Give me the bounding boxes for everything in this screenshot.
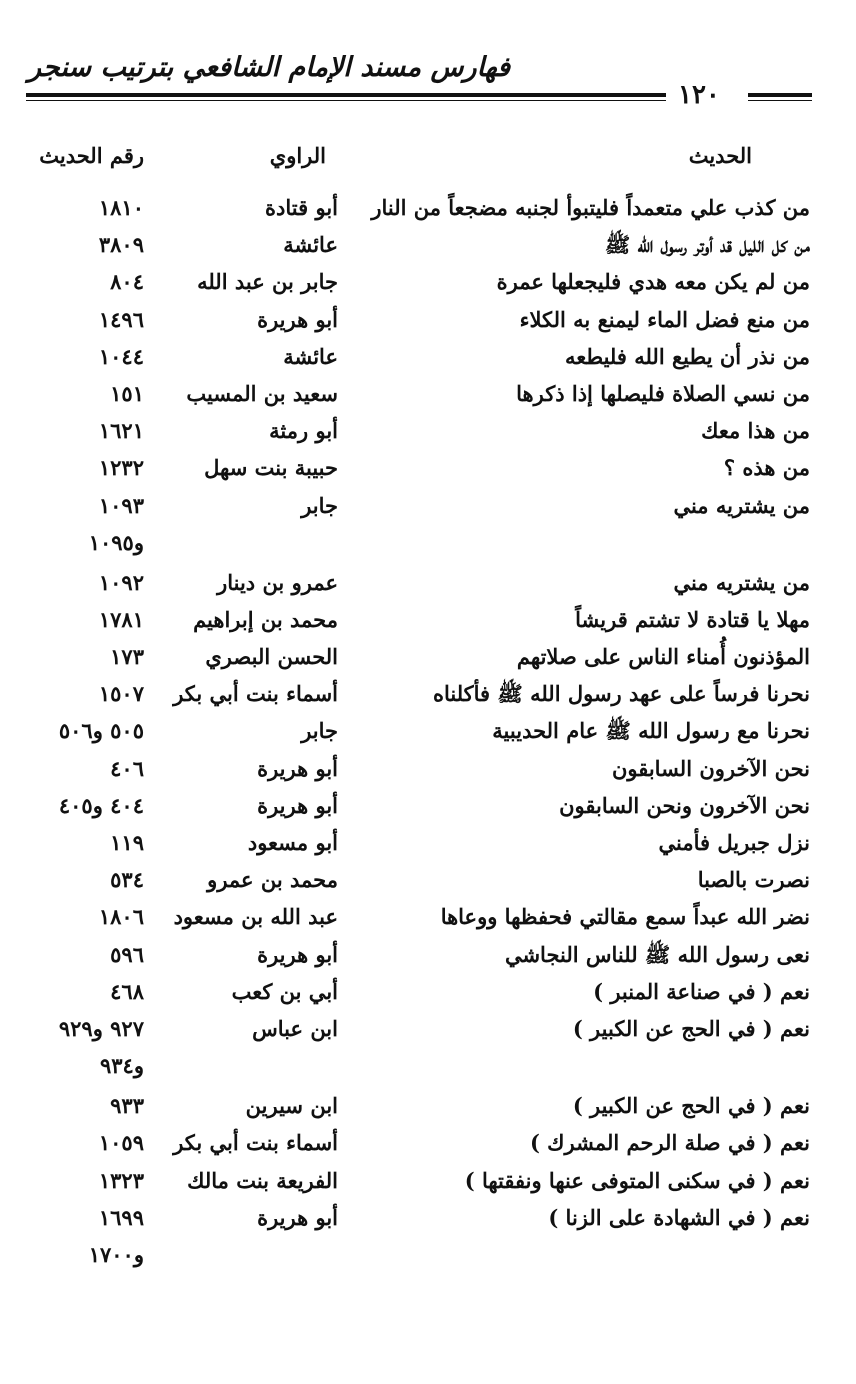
table-row bbox=[0, 904, 856, 941]
hadith-number: و١٧٠٠ bbox=[88, 1241, 144, 1267]
table-row bbox=[0, 493, 856, 530]
hadith-text: من منع فضل الماء ليمنع به الكلاء bbox=[519, 306, 810, 332]
narrator-name: جابر bbox=[301, 492, 338, 518]
hadith-number: ٥٠٥ و٥٠٦ bbox=[58, 718, 144, 744]
narrator-name: أبو هريرة bbox=[257, 755, 338, 781]
hadith-number: ٥٣٤ bbox=[110, 867, 144, 893]
narrator-name: محمد بن عمرو bbox=[207, 867, 338, 893]
hadith-number: ١٠٥٩ bbox=[98, 1130, 144, 1156]
table-row bbox=[0, 570, 856, 607]
narrator-name: عائشة bbox=[283, 232, 338, 258]
hadith-text: نحن الآخرون ونحن السابقون bbox=[559, 792, 810, 818]
narrator-name: عائشة bbox=[283, 343, 338, 369]
hadith-number: ١٠٩٣ bbox=[98, 492, 144, 518]
narrator-name: أسماء بنت أبي بكر bbox=[173, 681, 338, 707]
hadith-text: من نذر أن يطيع الله فليطعه bbox=[564, 343, 810, 369]
hadith-number: ١٧٣ bbox=[110, 644, 144, 670]
hadith-number: ٨٠٤ bbox=[110, 269, 144, 295]
hadith-text: المؤذنون أُمناء الناس على صلاتهم bbox=[516, 644, 810, 670]
column-header-number: رقم الحديث bbox=[39, 143, 144, 168]
narrator-name: عبد الله بن مسعود bbox=[173, 904, 338, 930]
table-row bbox=[0, 530, 856, 570]
hadith-number: ١٥١ bbox=[110, 380, 144, 406]
hadith-text: نزل جبريل فأمني bbox=[658, 830, 810, 855]
table-row bbox=[0, 1242, 856, 1282]
table-row bbox=[0, 232, 856, 269]
table-row bbox=[0, 381, 856, 418]
narrator-name: الفريعة بنت مالك bbox=[187, 1167, 338, 1193]
table-row bbox=[0, 718, 856, 755]
table-row bbox=[0, 756, 856, 793]
hadith-number: ١٠٩٢ bbox=[98, 569, 144, 595]
hadith-text: من يشتريه مني bbox=[673, 492, 810, 518]
running-header-title: فهارس مسند الإمام الشافعي بترتيب سنجر bbox=[28, 52, 511, 83]
narrator-name: أبو هريرة bbox=[257, 1204, 338, 1230]
table-row bbox=[0, 1130, 856, 1167]
hadith-number: ٤٠٦ bbox=[110, 755, 144, 781]
table-row bbox=[0, 307, 856, 344]
hadith-text: نصرت بالصبا bbox=[697, 867, 810, 893]
table-row bbox=[0, 1168, 856, 1205]
narrator-name: جابر بن عبد الله bbox=[197, 269, 338, 295]
hadith-number: ١٨٠٦ bbox=[98, 904, 144, 930]
header-rule bbox=[26, 93, 666, 97]
narrator-name: أبو رمثة bbox=[269, 418, 338, 444]
hadith-text: نحن الآخرون السابقون bbox=[611, 755, 810, 781]
narrator-name: أبو هريرة bbox=[257, 941, 338, 967]
narrator-name: عمرو بن دينار bbox=[217, 569, 338, 595]
narrator-name: ابن سيرين bbox=[245, 1093, 338, 1119]
hadith-number: ١١٩ bbox=[110, 830, 144, 855]
page-number: ١٢٠ bbox=[678, 80, 720, 110]
hadith-text: نحرنا فرساً على عهد رسول الله ﷺ فأكلناه bbox=[432, 681, 810, 707]
hadith-number: ٣٨٠٩ bbox=[98, 232, 144, 258]
hadith-text: نعم ( في الحج عن الكبير ) bbox=[572, 1093, 810, 1119]
table-row bbox=[0, 269, 856, 306]
hadith-text: من هذه ؟ bbox=[723, 455, 810, 481]
hadith-text: نضر الله عبداً سمع مقالتي فحفظها ووعاها bbox=[440, 904, 810, 930]
hadith-number: ١٣٢٣ bbox=[98, 1167, 144, 1193]
hadith-number: ٩٣٣ bbox=[110, 1093, 144, 1119]
table-row bbox=[0, 418, 856, 455]
narrator-name: ابن عباس bbox=[252, 1015, 338, 1041]
table-row bbox=[0, 344, 856, 381]
table-row bbox=[0, 1016, 856, 1053]
hadith-text: نعم ( في صلة الرحم المشرك ) bbox=[529, 1130, 810, 1156]
hadith-text: من كل الليل قد أوتر رسول الله ﷺ bbox=[604, 232, 810, 258]
hadith-number: ١٦٢١ bbox=[98, 418, 144, 444]
hadith-text: نعى رسول الله ﷺ للناس النجاشي bbox=[504, 941, 810, 967]
hadith-number: ٩٢٧ و٩٢٩ bbox=[58, 1015, 144, 1041]
narrator-name: أبو مسعود bbox=[247, 830, 338, 855]
narrator-name: حبيبة بنت سهل bbox=[204, 455, 338, 481]
table-row bbox=[0, 793, 856, 830]
hadith-text: نعم ( في سكنى المتوفى عنها ونفقتها ) bbox=[464, 1167, 810, 1193]
hadith-number: ١٧٨١ bbox=[98, 606, 144, 632]
hadith-number: ١٠٤٤ bbox=[98, 343, 144, 369]
table-row bbox=[0, 644, 856, 681]
narrator-name: أسماء بنت أبي بكر bbox=[173, 1130, 338, 1156]
column-header-hadith: الحديث bbox=[688, 143, 752, 168]
hadith-number: ١٥٠٧ bbox=[98, 681, 144, 707]
table-row bbox=[0, 830, 856, 867]
header-rule-right-thin bbox=[748, 100, 812, 101]
hadith-number: ٤٦٨ bbox=[110, 978, 144, 1004]
hadith-text: من كذب علي متعمداً فليتبوأ لجنبه مضجعاً من النار bbox=[371, 195, 810, 220]
hadith-number: و٩٣٤ bbox=[100, 1053, 144, 1079]
narrator-name: أبو قتادة bbox=[265, 195, 338, 220]
hadith-number: ٥٩٦ bbox=[110, 941, 144, 967]
table-row bbox=[0, 1053, 856, 1093]
header-rule-right bbox=[748, 93, 812, 97]
hadith-text: من هذا معك bbox=[701, 418, 810, 444]
table-row bbox=[0, 607, 856, 644]
table-row bbox=[0, 867, 856, 904]
hadith-number: ٤٠٤ و٤٠٥ bbox=[58, 792, 144, 818]
table-row bbox=[0, 455, 856, 492]
index-table bbox=[0, 195, 856, 1282]
hadith-text: نحرنا مع رسول الله ﷺ عام الحديبية bbox=[492, 718, 810, 744]
hadith-text: من لم يكن معه هدي فليجعلها عمرة bbox=[496, 269, 810, 295]
table-row bbox=[0, 1205, 856, 1242]
narrator-name: الحسن البصري bbox=[205, 644, 338, 670]
hadith-text: نعم ( في الشهادة على الزنا ) bbox=[548, 1204, 810, 1230]
hadith-number: ١٤٩٦ bbox=[98, 306, 144, 332]
hadith-number: ١٦٩٩ bbox=[98, 1204, 144, 1230]
table-row bbox=[0, 1093, 856, 1130]
table-row bbox=[0, 979, 856, 1016]
narrator-name: أبي بن كعب bbox=[231, 978, 338, 1004]
hadith-text: من يشتريه مني bbox=[673, 569, 810, 595]
narrator-name: أبو هريرة bbox=[257, 306, 338, 332]
hadith-text: نعم ( في صناعة المنبر ) bbox=[593, 978, 810, 1004]
hadith-number: و١٠٩٥ bbox=[88, 529, 144, 555]
hadith-text: نعم ( في الحج عن الكبير ) bbox=[572, 1015, 810, 1041]
hadith-number: ١٨١٠ bbox=[98, 195, 144, 220]
table-row bbox=[0, 195, 856, 232]
hadith-text: من نسي الصلاة فليصلها إذا ذكرها bbox=[516, 380, 810, 406]
narrator-name: محمد بن إبراهيم bbox=[193, 606, 338, 632]
hadith-number: ١٢٣٢ bbox=[98, 455, 144, 481]
column-header-narrator: الراوي bbox=[269, 143, 326, 168]
hadith-text: مهلا يا قتادة لا تشتم قريشاً bbox=[575, 606, 810, 632]
table-row bbox=[0, 942, 856, 979]
header-rule-thin bbox=[26, 100, 666, 101]
narrator-name: جابر bbox=[301, 718, 338, 744]
narrator-name: سعيد بن المسيب bbox=[186, 380, 338, 406]
narrator-name: أبو هريرة bbox=[257, 792, 338, 818]
table-row bbox=[0, 681, 856, 718]
